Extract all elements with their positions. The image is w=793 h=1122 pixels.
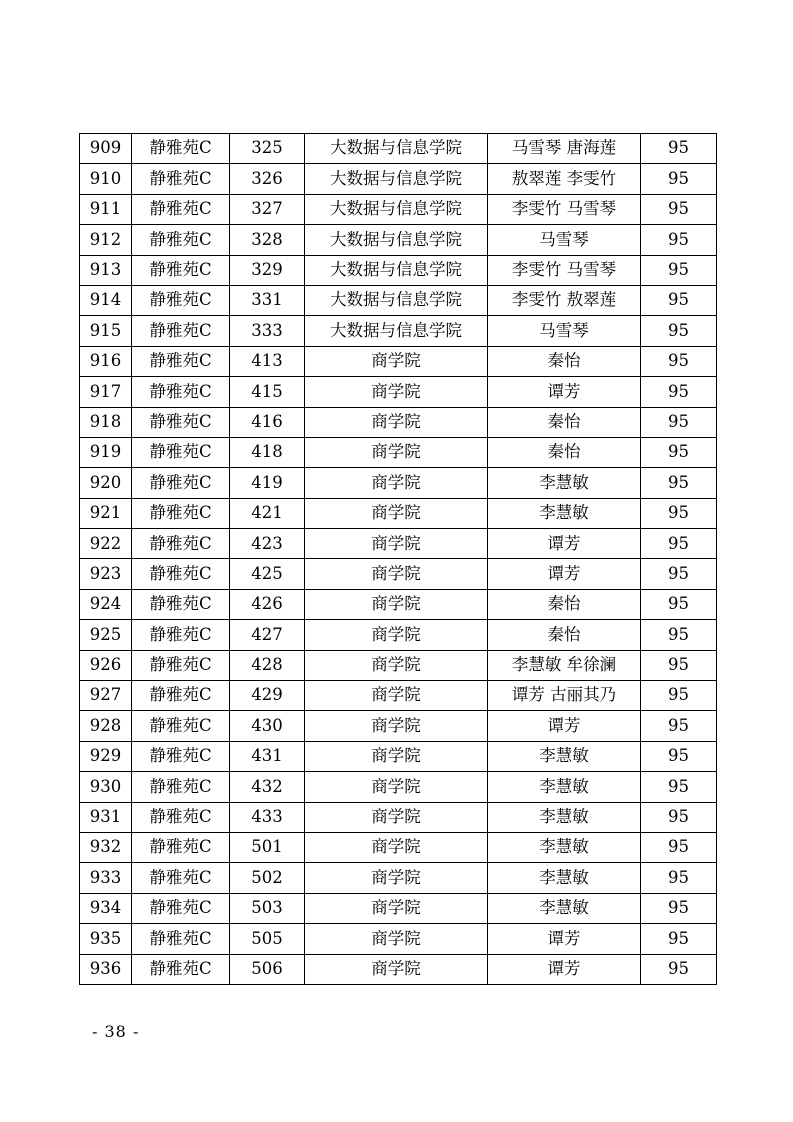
cell-college: 商学院 [305, 832, 488, 862]
cell-room: 329 [230, 255, 305, 285]
table-row [80, 437, 717, 467]
table-row [80, 802, 717, 832]
cell-counselor: 谭芳 [488, 711, 641, 741]
cell-college: 商学院 [305, 498, 488, 528]
cell-counselor: 马雪琴 [488, 316, 641, 346]
cell-building: 静雅苑C [132, 377, 230, 407]
cell-score: 95 [641, 772, 717, 802]
cell-room: 429 [230, 681, 305, 711]
cell-building: 静雅苑C [132, 772, 230, 802]
cell-room: 333 [230, 316, 305, 346]
cell-score: 95 [641, 316, 717, 346]
cell-counselor: 李雯竹 马雪琴 [488, 194, 641, 224]
cell-counselor: 秦怡 [488, 589, 641, 619]
cell-college: 商学院 [305, 954, 488, 984]
cell-index: 913 [80, 255, 132, 285]
data-table [79, 133, 717, 985]
table-body [80, 134, 717, 985]
cell-building: 静雅苑C [132, 924, 230, 954]
table-row [80, 225, 717, 255]
table-row [80, 863, 717, 893]
cell-score: 95 [641, 681, 717, 711]
cell-index: 936 [80, 954, 132, 984]
cell-score: 95 [641, 407, 717, 437]
cell-college: 商学院 [305, 437, 488, 467]
cell-score: 95 [641, 346, 717, 376]
cell-counselor: 李慧敏 [488, 772, 641, 802]
cell-college: 商学院 [305, 559, 488, 589]
cell-building: 静雅苑C [132, 620, 230, 650]
table-row [80, 893, 717, 923]
cell-score: 95 [641, 863, 717, 893]
cell-building: 静雅苑C [132, 437, 230, 467]
cell-counselor: 谭芳 [488, 529, 641, 559]
cell-score: 95 [641, 893, 717, 923]
cell-score: 95 [641, 620, 717, 650]
table-row [80, 559, 717, 589]
cell-counselor: 李慧敏 [488, 498, 641, 528]
cell-building: 静雅苑C [132, 802, 230, 832]
cell-counselor: 谭芳 [488, 954, 641, 984]
cell-building: 静雅苑C [132, 498, 230, 528]
cell-building: 静雅苑C [132, 711, 230, 741]
cell-index: 923 [80, 559, 132, 589]
cell-building: 静雅苑C [132, 346, 230, 376]
cell-college: 商学院 [305, 711, 488, 741]
cell-score: 95 [641, 498, 717, 528]
cell-index: 925 [80, 620, 132, 650]
cell-room: 506 [230, 954, 305, 984]
cell-index: 912 [80, 225, 132, 255]
cell-building: 静雅苑C [132, 559, 230, 589]
cell-score: 95 [641, 437, 717, 467]
cell-college: 商学院 [305, 346, 488, 376]
cell-building: 静雅苑C [132, 893, 230, 923]
cell-score: 95 [641, 285, 717, 315]
cell-counselor: 李慧敏 [488, 741, 641, 771]
cell-room: 503 [230, 893, 305, 923]
cell-counselor: 李慧敏 [488, 863, 641, 893]
cell-index: 918 [80, 407, 132, 437]
table-row [80, 620, 717, 650]
cell-index: 929 [80, 741, 132, 771]
cell-college: 商学院 [305, 681, 488, 711]
cell-room: 327 [230, 194, 305, 224]
cell-score: 95 [641, 377, 717, 407]
cell-index: 930 [80, 772, 132, 802]
cell-room: 331 [230, 285, 305, 315]
cell-college: 商学院 [305, 741, 488, 771]
cell-college: 商学院 [305, 377, 488, 407]
cell-college: 大数据与信息学院 [305, 134, 488, 164]
table-row [80, 681, 717, 711]
cell-college: 商学院 [305, 589, 488, 619]
cell-index: 934 [80, 893, 132, 923]
cell-college: 商学院 [305, 924, 488, 954]
cell-room: 421 [230, 498, 305, 528]
table-row [80, 407, 717, 437]
cell-college: 大数据与信息学院 [305, 285, 488, 315]
table-row [80, 498, 717, 528]
cell-building: 静雅苑C [132, 316, 230, 346]
cell-counselor: 谭芳 [488, 559, 641, 589]
cell-score: 95 [641, 468, 717, 498]
cell-counselor: 敖翠莲 李雯竹 [488, 164, 641, 194]
cell-score: 95 [641, 164, 717, 194]
cell-room: 505 [230, 924, 305, 954]
cell-room: 502 [230, 863, 305, 893]
cell-counselor: 谭芳 古丽其乃 [488, 681, 641, 711]
cell-score: 95 [641, 589, 717, 619]
cell-room: 433 [230, 802, 305, 832]
table-row [80, 832, 717, 862]
cell-counselor: 谭芳 [488, 924, 641, 954]
table-row [80, 316, 717, 346]
cell-index: 927 [80, 681, 132, 711]
cell-score: 95 [641, 741, 717, 771]
cell-index: 933 [80, 863, 132, 893]
cell-college: 商学院 [305, 529, 488, 559]
cell-college: 大数据与信息学院 [305, 316, 488, 346]
table-row [80, 589, 717, 619]
cell-college: 商学院 [305, 863, 488, 893]
cell-building: 静雅苑C [132, 832, 230, 862]
cell-index: 919 [80, 437, 132, 467]
cell-building: 静雅苑C [132, 954, 230, 984]
table-row [80, 924, 717, 954]
table-row [80, 529, 717, 559]
cell-college: 商学院 [305, 468, 488, 498]
cell-index: 917 [80, 377, 132, 407]
cell-room: 326 [230, 164, 305, 194]
table-row [80, 772, 717, 802]
cell-college: 商学院 [305, 893, 488, 923]
cell-building: 静雅苑C [132, 194, 230, 224]
cell-index: 921 [80, 498, 132, 528]
cell-room: 325 [230, 134, 305, 164]
table-row [80, 164, 717, 194]
cell-room: 430 [230, 711, 305, 741]
cell-college: 商学院 [305, 772, 488, 802]
cell-counselor: 李慧敏 牟徐澜 [488, 650, 641, 680]
cell-room: 413 [230, 346, 305, 376]
cell-index: 926 [80, 650, 132, 680]
cell-room: 416 [230, 407, 305, 437]
table-row [80, 285, 717, 315]
cell-room: 328 [230, 225, 305, 255]
cell-college: 大数据与信息学院 [305, 164, 488, 194]
cell-room: 418 [230, 437, 305, 467]
cell-counselor: 秦怡 [488, 620, 641, 650]
cell-building: 静雅苑C [132, 589, 230, 619]
cell-room: 419 [230, 468, 305, 498]
cell-counselor: 李慧敏 [488, 832, 641, 862]
table-row [80, 346, 717, 376]
cell-counselor: 李雯竹 敖翠莲 [488, 285, 641, 315]
cell-room: 423 [230, 529, 305, 559]
table-row [80, 134, 717, 164]
cell-index: 931 [80, 802, 132, 832]
cell-counselor: 秦怡 [488, 407, 641, 437]
cell-building: 静雅苑C [132, 164, 230, 194]
table-row [80, 255, 717, 285]
cell-building: 静雅苑C [132, 863, 230, 893]
cell-counselor: 谭芳 [488, 377, 641, 407]
cell-counselor: 李慧敏 [488, 893, 641, 923]
cell-college: 商学院 [305, 802, 488, 832]
cell-college: 大数据与信息学院 [305, 194, 488, 224]
cell-index: 928 [80, 711, 132, 741]
cell-room: 501 [230, 832, 305, 862]
cell-building: 静雅苑C [132, 650, 230, 680]
cell-building: 静雅苑C [132, 681, 230, 711]
cell-index: 909 [80, 134, 132, 164]
cell-index: 920 [80, 468, 132, 498]
cell-score: 95 [641, 529, 717, 559]
cell-room: 415 [230, 377, 305, 407]
cell-college: 商学院 [305, 650, 488, 680]
cell-room: 432 [230, 772, 305, 802]
cell-counselor: 秦怡 [488, 437, 641, 467]
cell-college: 商学院 [305, 407, 488, 437]
cell-score: 95 [641, 225, 717, 255]
page-number: - 38 - [92, 1022, 140, 1041]
cell-counselor: 李慧敏 [488, 468, 641, 498]
cell-counselor: 李慧敏 [488, 802, 641, 832]
cell-college: 商学院 [305, 620, 488, 650]
cell-index: 910 [80, 164, 132, 194]
cell-index: 914 [80, 285, 132, 315]
cell-room: 428 [230, 650, 305, 680]
table-row [80, 954, 717, 984]
cell-building: 静雅苑C [132, 529, 230, 559]
cell-building: 静雅苑C [132, 134, 230, 164]
cell-score: 95 [641, 802, 717, 832]
cell-score: 95 [641, 194, 717, 224]
cell-index: 932 [80, 832, 132, 862]
cell-building: 静雅苑C [132, 225, 230, 255]
table-row [80, 194, 717, 224]
cell-building: 静雅苑C [132, 285, 230, 315]
table-row [80, 741, 717, 771]
cell-counselor: 马雪琴 [488, 225, 641, 255]
cell-room: 426 [230, 589, 305, 619]
cell-counselor: 李雯竹 马雪琴 [488, 255, 641, 285]
cell-index: 922 [80, 529, 132, 559]
cell-index: 911 [80, 194, 132, 224]
cell-index: 915 [80, 316, 132, 346]
cell-college: 大数据与信息学院 [305, 255, 488, 285]
table-row [80, 650, 717, 680]
cell-counselor: 马雪琴 唐海莲 [488, 134, 641, 164]
table-row [80, 377, 717, 407]
table-row [80, 711, 717, 741]
cell-score: 95 [641, 650, 717, 680]
cell-index: 924 [80, 589, 132, 619]
cell-index: 916 [80, 346, 132, 376]
cell-room: 425 [230, 559, 305, 589]
cell-building: 静雅苑C [132, 407, 230, 437]
cell-building: 静雅苑C [132, 468, 230, 498]
cell-score: 95 [641, 711, 717, 741]
cell-college: 大数据与信息学院 [305, 225, 488, 255]
cell-score: 95 [641, 832, 717, 862]
cell-score: 95 [641, 559, 717, 589]
cell-score: 95 [641, 134, 717, 164]
cell-score: 95 [641, 954, 717, 984]
cell-counselor: 秦怡 [488, 346, 641, 376]
cell-score: 95 [641, 924, 717, 954]
cell-index: 935 [80, 924, 132, 954]
cell-building: 静雅苑C [132, 255, 230, 285]
cell-room: 427 [230, 620, 305, 650]
table-row [80, 468, 717, 498]
cell-room: 431 [230, 741, 305, 771]
cell-score: 95 [641, 255, 717, 285]
cell-building: 静雅苑C [132, 741, 230, 771]
